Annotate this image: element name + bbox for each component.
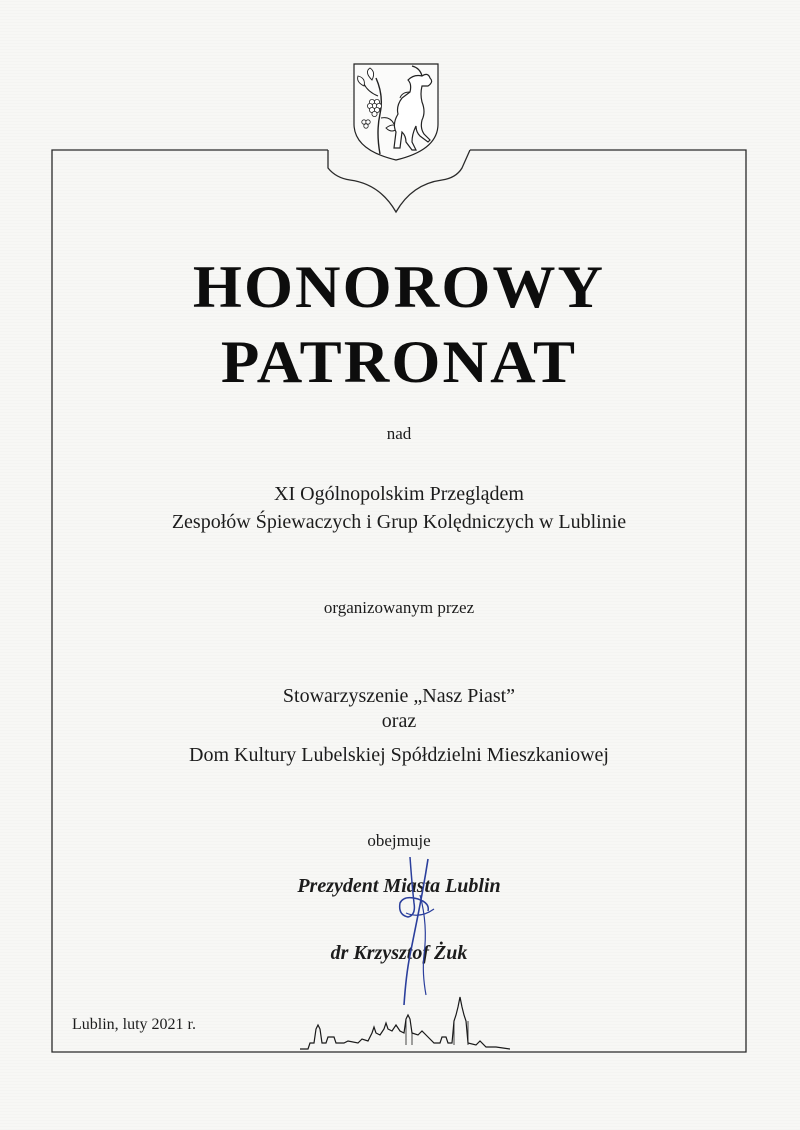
organized-by-label: organizowanym przez	[323, 598, 475, 617]
obejmuje-label: obejmuje	[367, 831, 431, 850]
handwritten-signature	[370, 855, 460, 1015]
organizer-1: Stowarzyszenie „Nasz Piast”	[282, 685, 516, 707]
conjunction-oraz: oraz	[381, 710, 417, 732]
preposition-nad: nad	[386, 424, 412, 443]
event-name-line-2: Zespołów Śpiewaczych i Grup Kolędniczych w Lublinie	[171, 511, 627, 533]
lublin-coat-of-arms-icon	[350, 62, 442, 162]
organizer-2: Dom Kultury Lubelskiej Spółdzielni Mieszkaniowej	[189, 744, 609, 766]
place-and-date: Lublin, luty 2021 r.	[72, 1016, 196, 1033]
patron-title: Prezydent Miasta Lublin	[297, 875, 501, 897]
title-line-1: HONOROWY	[192, 254, 606, 320]
title-line-2: PATRONAT	[220, 329, 578, 395]
event-name-line-1: XI Ogólnopolskim Przeglądem	[274, 483, 524, 505]
patron-name: dr Krzysztof Żuk	[330, 942, 468, 964]
